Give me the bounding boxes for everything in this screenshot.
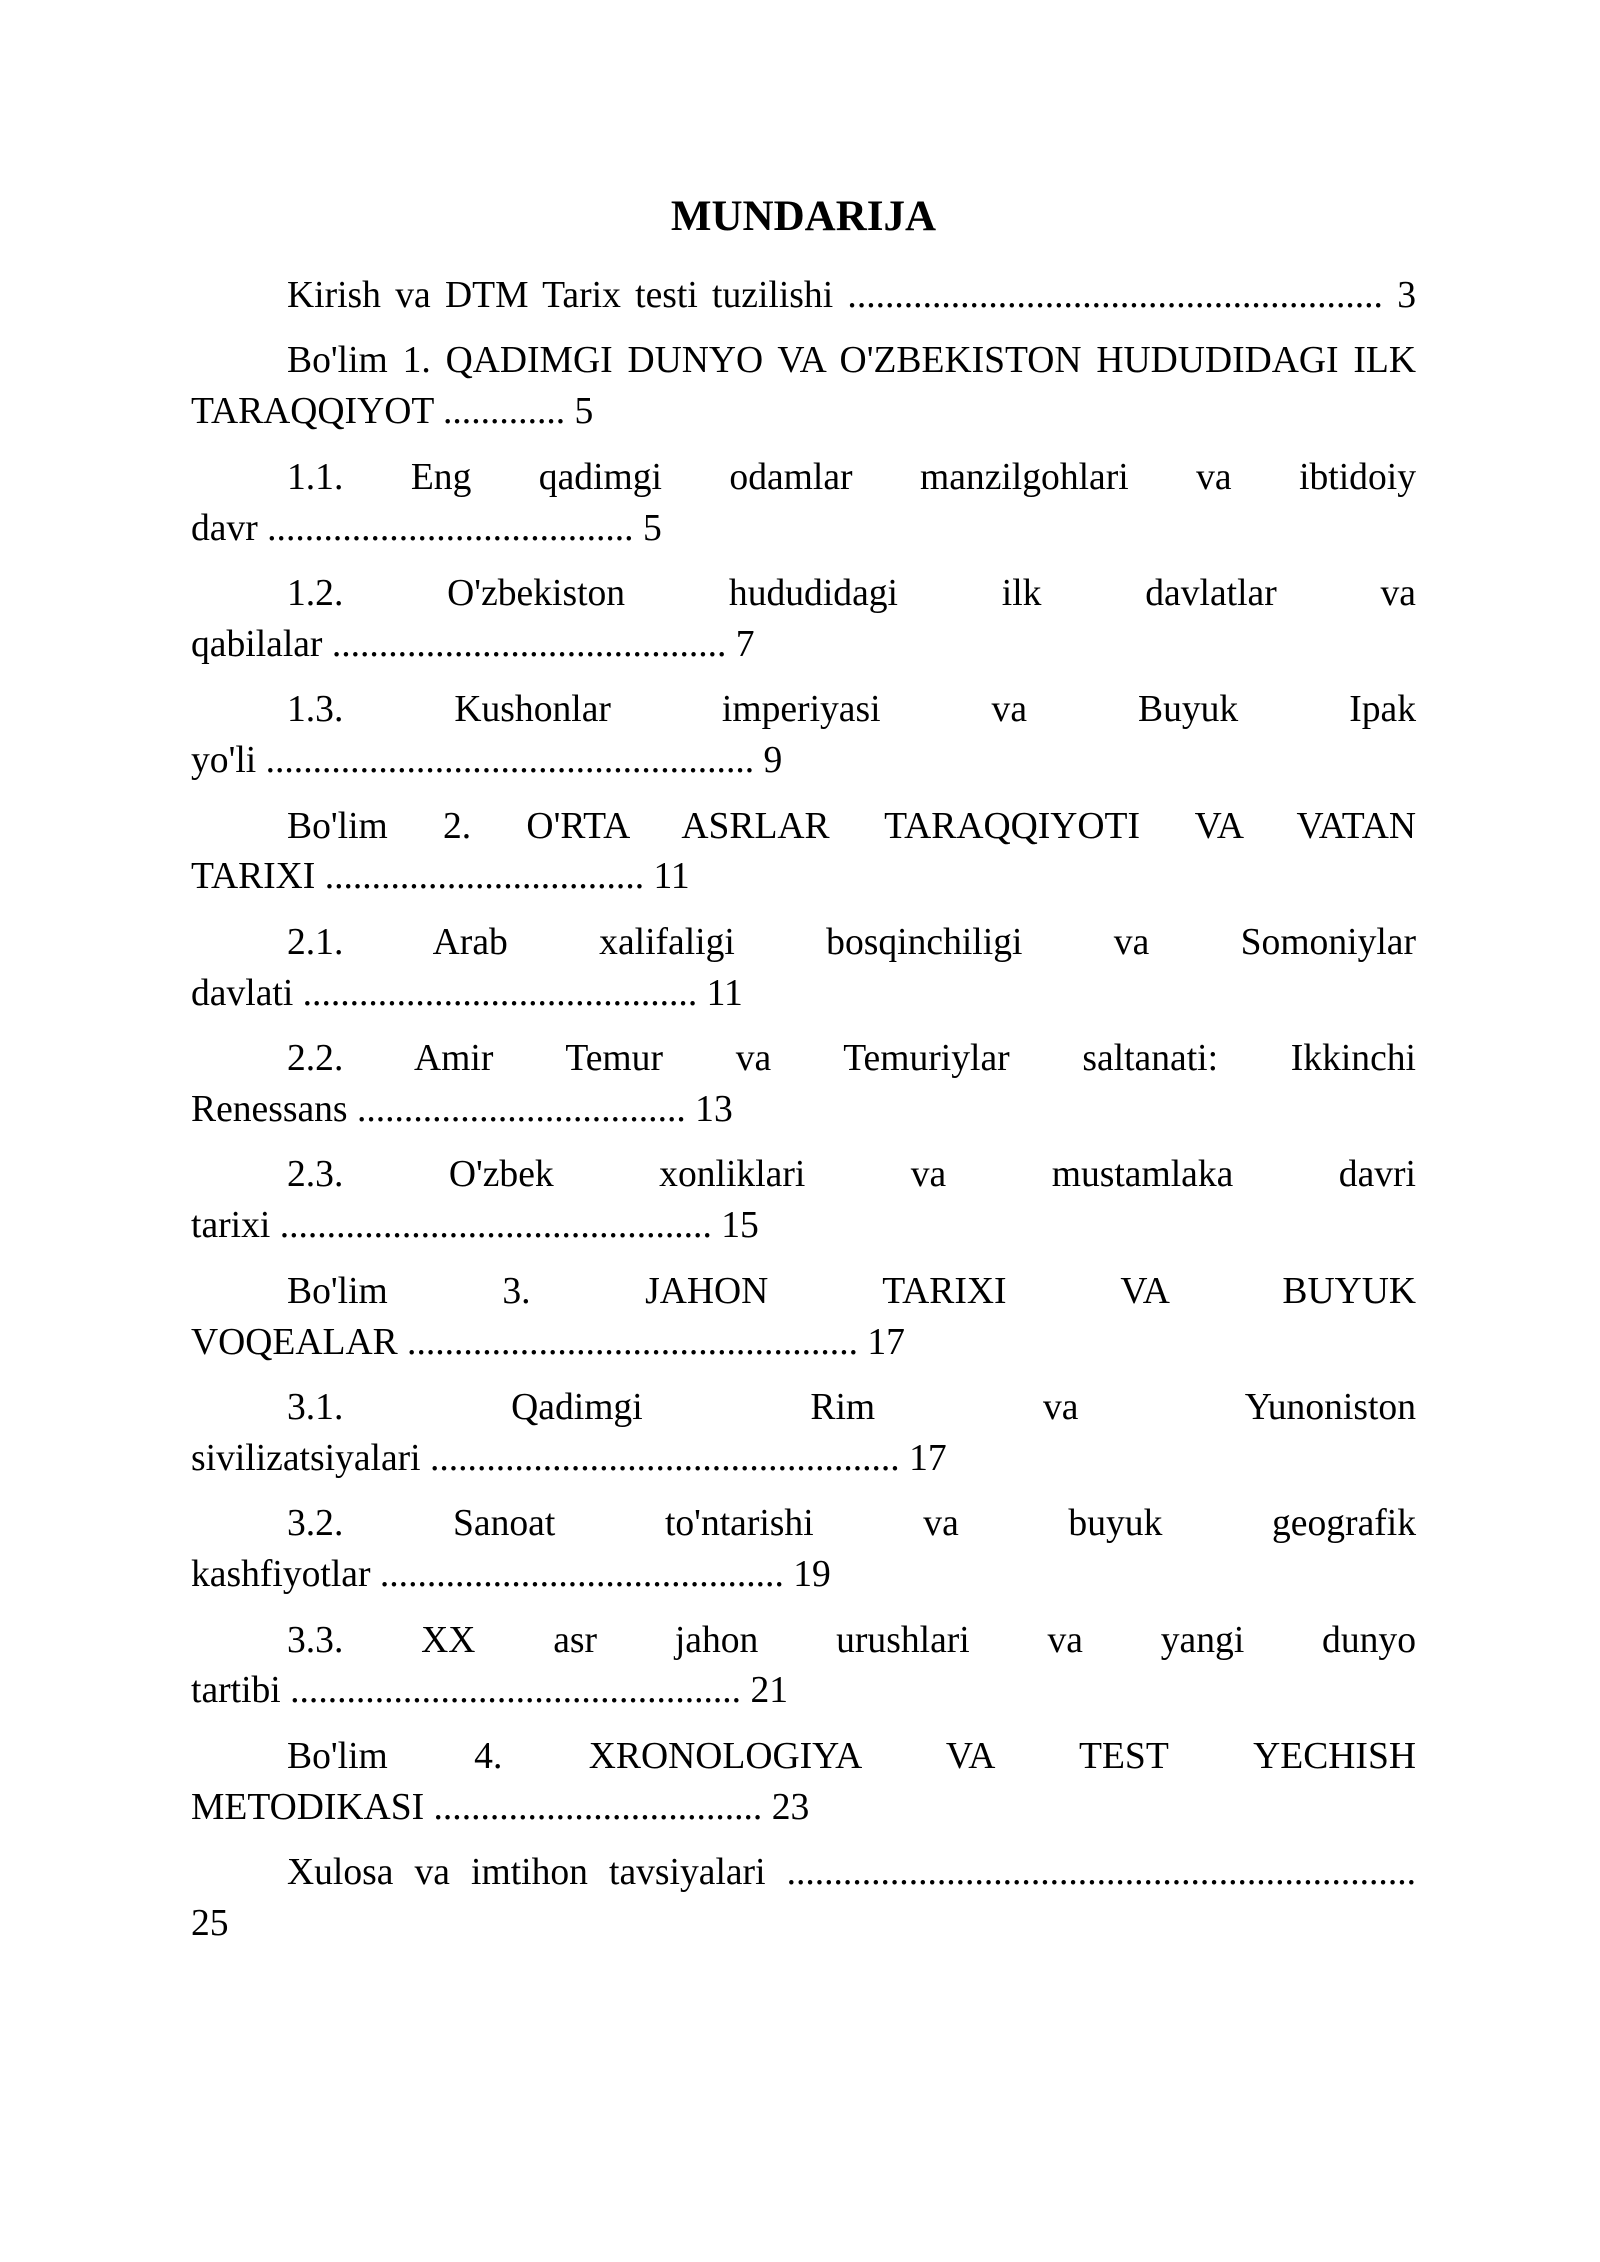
toc-line-continuation: TARAQQIYOT ............. 5 [191, 391, 594, 433]
toc-subsection-3-2 [191, 1499, 1416, 1601]
toc-line-first: 3.2. Sanoat to'ntarishi va buyuk geografik [287, 1503, 1416, 1545]
toc-line-continuation: METODIKASI ................................... 23 [191, 1786, 810, 1828]
toc-line-first: 2.3. O'zbek xonliklari va mustamlaka davri [287, 1154, 1416, 1196]
toc-line-continuation: 25 [191, 1902, 229, 1944]
toc-line-first: Bo'lim 3. JAHON TARIXI VA BUYUK [287, 1270, 1416, 1312]
toc-line-first: Bo'lim 2. O'RTA ASRLAR TARAQQIYOTI VA VATAN [287, 805, 1416, 847]
toc-subsection-1-3 [191, 685, 1416, 787]
toc-entry-kirish [191, 271, 1416, 322]
toc-line-first: Xulosa va imtihon tavsiyalari ................................................................... [287, 1852, 1416, 1894]
toc-line-continuation: tarixi .............................................. 15 [191, 1205, 759, 1247]
toc-entry-xulosa [191, 1848, 1416, 1950]
toc-section-2 [191, 802, 1416, 904]
toc-line-continuation: yo'li .................................................... 9 [191, 740, 783, 782]
toc-section-4 [191, 1732, 1416, 1834]
toc-subsection-3-1 [191, 1383, 1416, 1485]
toc-line-first: 3.3. XX asr jahon urushlari va yangi dunyo [287, 1619, 1416, 1661]
toc-line-continuation: kashfiyotlar ........................................... 19 [191, 1554, 831, 1596]
toc-subsection-3-3 [191, 1616, 1416, 1718]
toc-subsection-1-2 [191, 569, 1416, 671]
toc-line-first: 1.3. Kushonlar imperiyasi va Buyuk Ipak [287, 689, 1416, 731]
toc-line-continuation: TARIXI .................................. 11 [191, 856, 690, 898]
toc-line-continuation: Renessans ................................... 13 [191, 1088, 733, 1130]
toc-line-continuation: davr ....................................... 5 [191, 507, 662, 549]
toc-line-first: 2.1. Arab xalifaligi bosqinchiligi va Somoniylar [287, 921, 1416, 963]
toc-line-continuation: VOQEALAR ................................................ 17 [191, 1321, 905, 1363]
table-of-contents [191, 271, 1416, 1964]
toc-section-1 [191, 336, 1416, 438]
toc-subsection-1-1 [191, 453, 1416, 555]
toc-line-first: Bo'lim 1. QADIMGI DUNYO VA O'ZBEKISTON HUDUDIDAGI ILK [287, 340, 1416, 382]
toc-line-continuation: tartibi ................................................ 21 [191, 1670, 789, 1712]
toc-subsection-2-3 [191, 1150, 1416, 1252]
toc-section-3 [191, 1267, 1416, 1369]
toc-title: MUNDARIJA [670, 193, 937, 240]
toc-line-first: 2.2. Amir Temur va Temuriylar saltanati: Ikkinchi [287, 1038, 1416, 1080]
toc-line-continuation: davlati .......................................... 11 [191, 972, 743, 1014]
toc-subsection-2-1 [191, 918, 1416, 1020]
toc-line-continuation: qabilalar .......................................... 7 [191, 623, 755, 665]
toc-subsection-2-2 [191, 1034, 1416, 1136]
toc-line-first: Kirish va DTM Tarix testi tuzilishi ......................................................... 3 [287, 275, 1416, 316]
toc-line-first: 1.2. O'zbekiston hududidagi ilk davlatlar va [287, 573, 1416, 615]
toc-line-first: 1.1. Eng qadimgi odamlar manzilgohlari va ibtidoiy [287, 456, 1416, 498]
toc-line-first: 3.1. Qadimgi Rim va Yunoniston [287, 1387, 1416, 1429]
toc-line-first: Bo'lim 4. XRONOLOGIYA VA TEST YECHISH [287, 1735, 1416, 1777]
toc-line-continuation: sivilizatsiyalari .................................................. 17 [191, 1437, 947, 1479]
